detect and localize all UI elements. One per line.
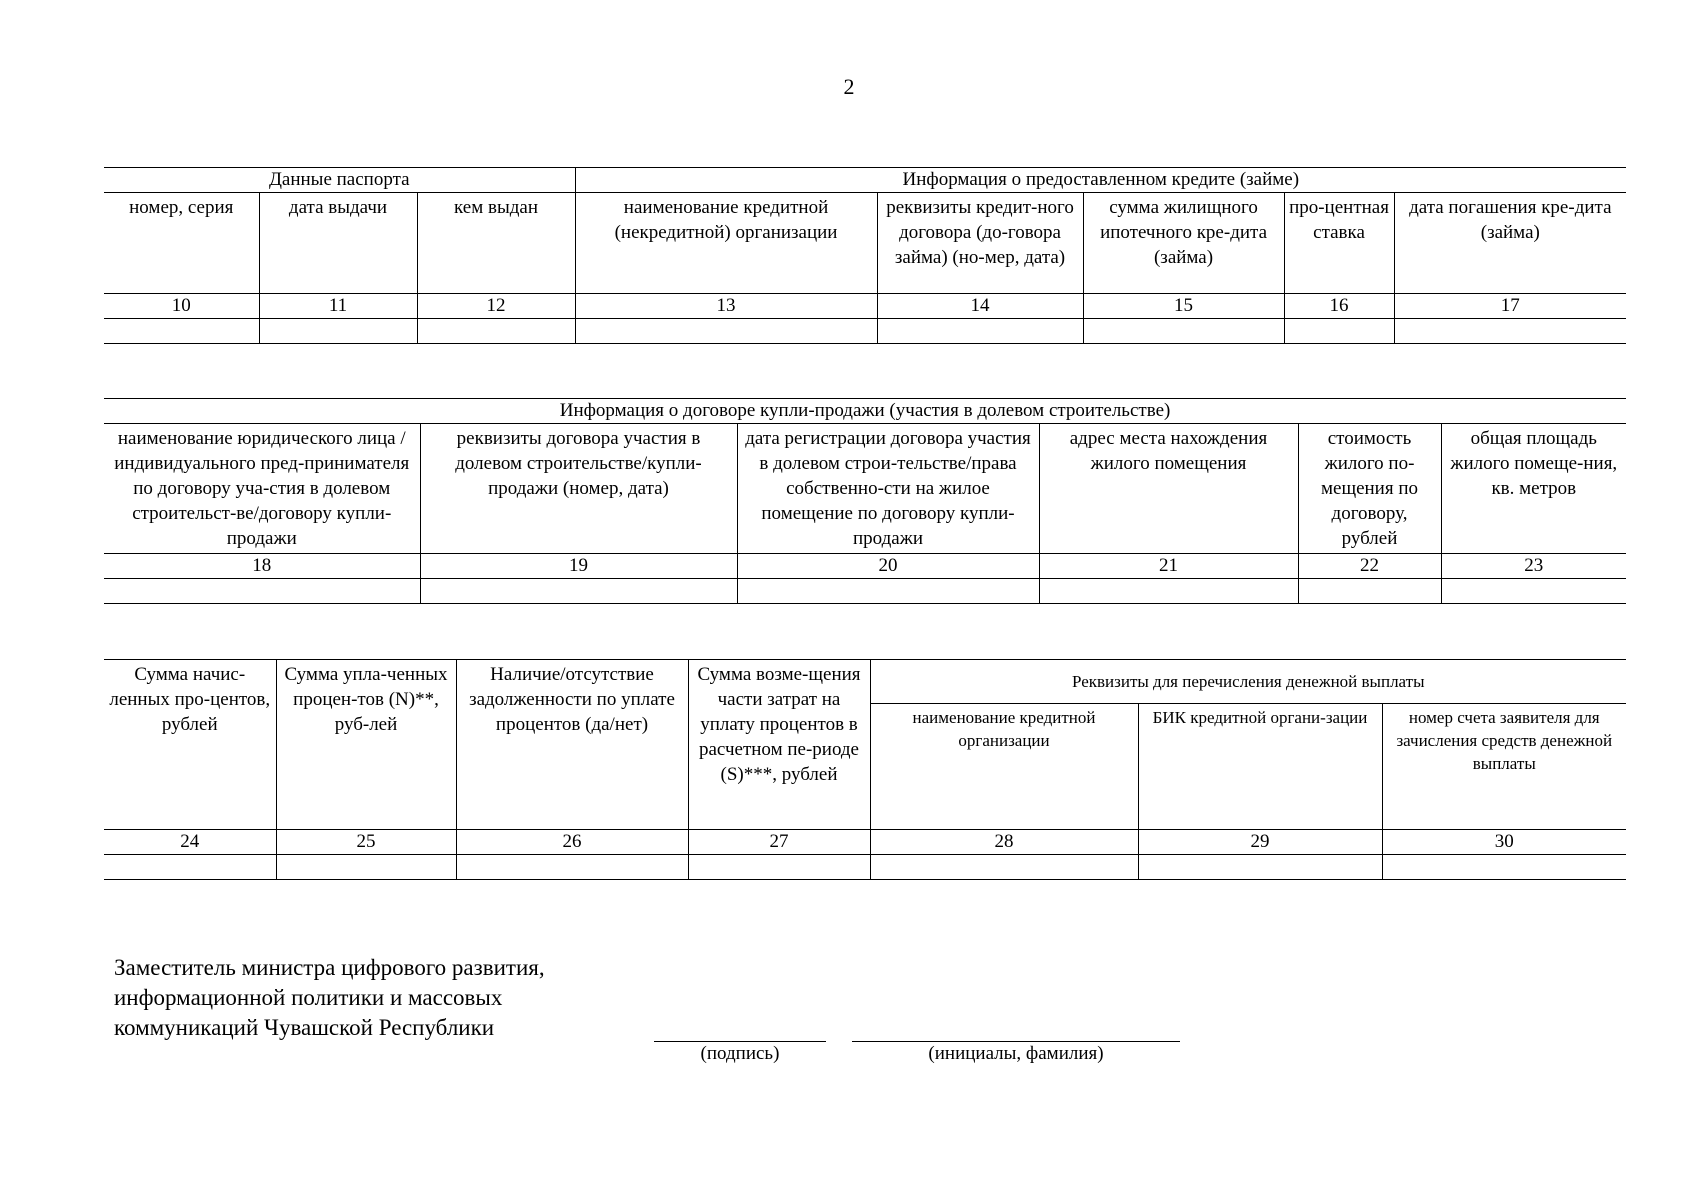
group-header-contract: Информация о договоре купли-продажи (участия в долевом строительстве): [104, 399, 1626, 424]
empty-cell[interactable]: [1138, 855, 1382, 880]
column-number: 24: [104, 830, 276, 855]
empty-cell[interactable]: [259, 319, 417, 344]
empty-cell[interactable]: [417, 319, 575, 344]
column-header: Сумма начис-ленных про-центов, рублей: [104, 660, 276, 830]
empty-cell[interactable]: [1441, 579, 1626, 604]
passport-credit-table: [104, 167, 1626, 344]
column-header: сумма жилищного ипотечного кре-дита (займа): [1083, 193, 1284, 294]
column-header: Сумма упла-ченных процен-тов (N)**, руб-лей: [276, 660, 456, 830]
column-number: 27: [688, 830, 870, 855]
payment-details-table: [104, 659, 1626, 880]
column-header: дата регистрации договора участия в долевом строи-тельстве/права собственно-сти на жилое помещение по договору купли-продажи: [737, 424, 1039, 554]
name-line[interactable]: [852, 1041, 1180, 1042]
column-header: реквизиты договора участия в долевом строительстве/купли-продажи (номер, дата): [420, 424, 737, 554]
signer-line: Заместитель министра цифрового развития,: [114, 955, 545, 980]
column-header: БИК кредитной органи-зации: [1138, 704, 1382, 830]
column-header: общая площадь жилого помеще-ния, кв. метров: [1441, 424, 1626, 554]
empty-cell[interactable]: [1083, 319, 1284, 344]
page-number: 2: [843, 74, 855, 99]
empty-cell[interactable]: [104, 579, 420, 604]
column-number: 20: [737, 554, 1039, 579]
column-number: 28: [870, 830, 1138, 855]
column-header: дата выдачи: [259, 193, 417, 294]
signer-position: [114, 953, 545, 1043]
signer-line: информационной политики и массовых: [114, 985, 503, 1010]
column-header: кем выдан: [417, 193, 575, 294]
empty-cell[interactable]: [1394, 319, 1626, 344]
column-number: 14: [877, 294, 1083, 319]
column-number: 30: [1382, 830, 1626, 855]
empty-cell[interactable]: [737, 579, 1039, 604]
column-header: стоимость жилого по-мещения по договору, рублей: [1298, 424, 1441, 554]
purchase-contract-table: [104, 398, 1626, 604]
column-header: Сумма возме-щения части затрат на уплату процентов в расчетном пе-риоде (S)***, рублей: [688, 660, 870, 830]
column-number: 17: [1394, 294, 1626, 319]
column-number: 11: [259, 294, 417, 319]
column-header: номер, серия: [104, 193, 259, 294]
empty-cell[interactable]: [877, 319, 1083, 344]
signer-line: коммуникаций Чувашской Республики: [114, 1015, 495, 1040]
empty-cell[interactable]: [870, 855, 1138, 880]
column-number: 21: [1039, 554, 1298, 579]
empty-cell[interactable]: [420, 579, 737, 604]
signature-caption: (подпись): [700, 1043, 780, 1064]
column-number: 16: [1284, 294, 1394, 319]
empty-cell[interactable]: [688, 855, 870, 880]
column-number: 12: [417, 294, 575, 319]
column-header: наименование кредитной организации: [870, 704, 1138, 830]
empty-cell[interactable]: [104, 855, 276, 880]
column-header: наименование кредитной (некредитной) организации: [575, 193, 877, 294]
empty-cell[interactable]: [1298, 579, 1441, 604]
column-number: 13: [575, 294, 877, 319]
column-number: 18: [104, 554, 420, 579]
column-number: 15: [1083, 294, 1284, 319]
signature-line[interactable]: [654, 1041, 826, 1042]
column-number: 29: [1138, 830, 1382, 855]
column-number: 10: [104, 294, 259, 319]
empty-cell[interactable]: [456, 855, 688, 880]
group-header-credit: Информация о предоставленном кредите (займе): [575, 168, 1626, 193]
column-number: 25: [276, 830, 456, 855]
column-header: номер счета заявителя для зачисления средств денежной выплаты: [1382, 704, 1626, 830]
name-caption: (инициалы, фамилия): [928, 1043, 1104, 1064]
column-header: Наличие/отсутствие задолженности по уплате процентов (да/нет): [456, 660, 688, 830]
column-header: адрес места нахождения жилого помещения: [1039, 424, 1298, 554]
empty-cell[interactable]: [276, 855, 456, 880]
empty-cell[interactable]: [104, 319, 259, 344]
column-number: 26: [456, 830, 688, 855]
column-number: 19: [420, 554, 737, 579]
empty-cell[interactable]: [1284, 319, 1394, 344]
group-header-passport: Данные паспорта: [104, 168, 575, 193]
column-header: наименование юридического лица /индивидуального пред-принимателя по договору уча-стия в долевом строительст-ве/договору купли-продажи: [104, 424, 420, 554]
column-header: дата погашения кре-дита (займа): [1394, 193, 1626, 294]
empty-cell[interactable]: [1382, 855, 1626, 880]
group-header-payment: Реквизиты для перечисления денежной выплаты: [870, 660, 1626, 704]
column-header: про-центная ставка: [1284, 193, 1394, 294]
column-header: реквизиты кредит-ного договора (до-говора займа) (но-мер, дата): [877, 193, 1083, 294]
column-number: 23: [1441, 554, 1626, 579]
column-number: 22: [1298, 554, 1441, 579]
empty-cell[interactable]: [575, 319, 877, 344]
empty-cell[interactable]: [1039, 579, 1298, 604]
